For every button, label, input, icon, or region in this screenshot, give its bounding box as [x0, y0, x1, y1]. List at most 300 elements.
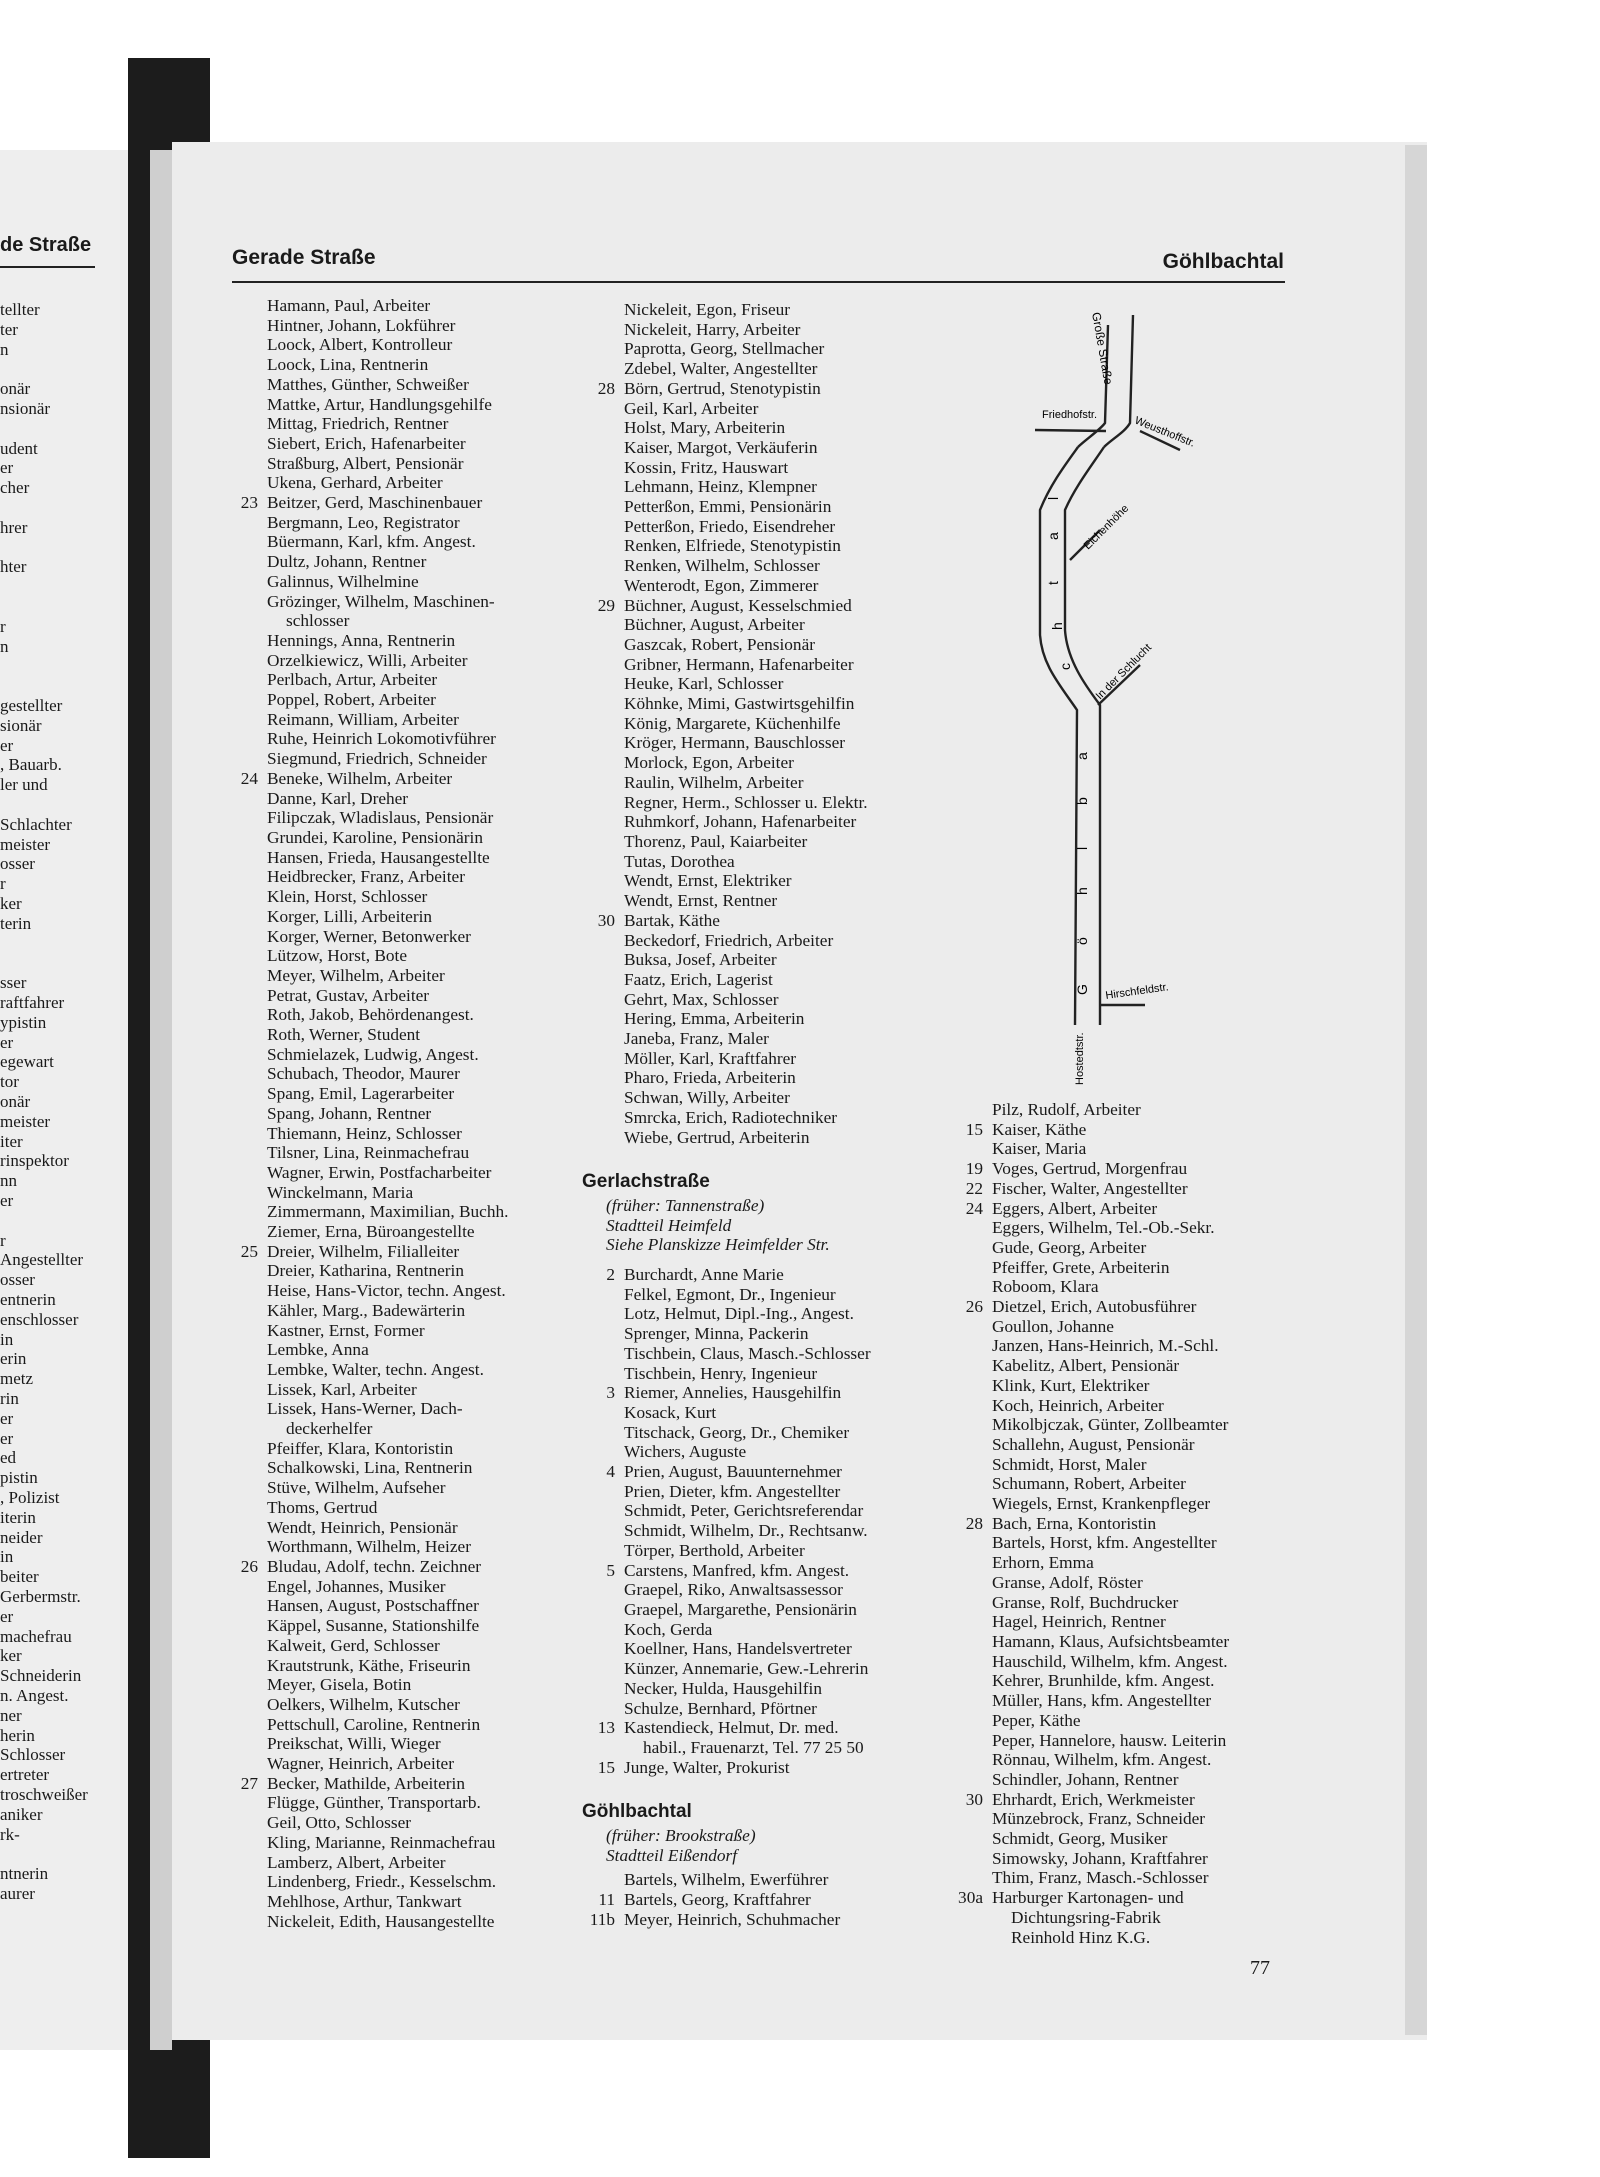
directory-entry [582, 871, 871, 891]
directory-entry [582, 477, 871, 497]
directory-entry [225, 986, 508, 1006]
directory-entry [225, 355, 508, 375]
house-number [582, 497, 624, 517]
house-number [950, 1711, 992, 1731]
directory-entry [582, 1659, 871, 1679]
resident-entry: Wendt, Heinrich, Pensionär [267, 1517, 458, 1537]
left-page-line: er [0, 1032, 14, 1052]
map-street-letter: c [1057, 663, 1073, 670]
directory-entry [225, 1813, 508, 1833]
directory-entry [950, 1317, 1229, 1337]
house-number [950, 1868, 992, 1888]
house-number [225, 1202, 267, 1222]
directory-entry [225, 1754, 508, 1774]
left-page-line: raftfahrer [0, 993, 65, 1012]
resident-entry: Spang, Johann, Rentner [267, 1103, 432, 1123]
house-number [225, 355, 267, 375]
resident-entry: Klein, Horst, Schlosser [267, 887, 428, 907]
house-number [225, 454, 267, 474]
resident-entry: Straßburg, Albert, Pensionär [267, 453, 464, 473]
resident-entry: Paprotta, Georg, Stellmacher [624, 339, 825, 359]
house-number [582, 1521, 624, 1541]
directory-entry [950, 1277, 1229, 1297]
resident-entry: Schalkowski, Lina, Rentnerin [267, 1458, 473, 1478]
map-street-letter: G [1074, 984, 1090, 995]
house-number [225, 1872, 267, 1892]
directory-entry [950, 1100, 1229, 1120]
resident-entry: Büermann, Karl, kfm. Angest. [267, 532, 476, 552]
directory-entry [950, 1612, 1229, 1632]
resident-entry: Holst, Mary, Arbeiterin [624, 418, 786, 438]
left-page-line: r [0, 1230, 6, 1250]
directory-entry [225, 887, 508, 907]
resident-entry: Schindler, Johann, Rentner [992, 1769, 1179, 1789]
directory-entry [225, 1596, 508, 1616]
directory-entry [225, 690, 508, 710]
resident-entry: Thim, Franz, Masch.-Schlosser [992, 1868, 1209, 1888]
resident-entry: Dietzel, Erich, Autobusführer [992, 1297, 1197, 1317]
house-number [225, 1143, 267, 1163]
resident-entry: Heidbrecker, Franz, Arbeiter [267, 867, 465, 887]
house-number [225, 1892, 267, 1912]
directory-entry [582, 556, 871, 576]
resident-entry: Koch, Gerda [624, 1619, 713, 1639]
resident-entry: Hauschild, Wilhelm, kfm. Angest. [992, 1651, 1228, 1671]
house-number [225, 670, 267, 690]
directory-entry [950, 1809, 1229, 1829]
house-number [225, 867, 267, 887]
directory-entry [225, 1084, 508, 1104]
directory-entry [582, 300, 871, 320]
house-number: 27 [240, 1773, 258, 1793]
left-page-line: hrer [0, 517, 28, 537]
header-rule [232, 281, 1285, 283]
directory-entry [225, 592, 508, 612]
resident-entry: Erhorn, Emma [992, 1553, 1094, 1573]
directory-entry [225, 1419, 508, 1439]
resident-entry: Schumann, Robert, Arbeiter [992, 1474, 1186, 1494]
house-number [582, 990, 624, 1010]
house-number [582, 1679, 624, 1699]
house-number [225, 651, 267, 671]
house-number [582, 1541, 624, 1561]
resident-entry: Perlbach, Artur, Arbeiter [267, 670, 438, 690]
directory-entry [582, 1423, 871, 1443]
left-page-line: udent [0, 438, 38, 458]
house-number [225, 1596, 267, 1616]
directory-entry [582, 1383, 871, 1403]
resident-entry: Gribner, Hermann, Hafenarbeiter [624, 654, 854, 674]
resident-entry: Meyer, Gisela, Botin [267, 1675, 412, 1695]
resident-entry: Peper, Käthe [992, 1710, 1081, 1730]
directory-entry [950, 1258, 1229, 1278]
house-number [582, 852, 624, 872]
map-label-friedhof: Friedhofstr. [1042, 409, 1098, 421]
directory-entry [225, 434, 508, 454]
left-page-line: ker [0, 1646, 22, 1666]
resident-entry: Prien, August, Bauunternehmer [624, 1462, 842, 1482]
directory-entry [225, 572, 508, 592]
directory-entry [225, 1478, 508, 1498]
directory-entry [582, 931, 871, 951]
house-number [950, 1770, 992, 1790]
directory-entry [950, 1790, 1229, 1810]
house-number [582, 556, 624, 576]
house-number: 11b [589, 1909, 615, 1929]
resident-entry: Stüve, Wilhelm, Aufseher [267, 1478, 446, 1498]
directory-entry [225, 1912, 508, 1932]
directory-entry [225, 848, 508, 868]
left-page-line: , Polizist [0, 1488, 60, 1507]
house-number [582, 576, 624, 596]
left-page-line: sionär [0, 715, 42, 735]
directory-entry [582, 1561, 871, 1581]
left-page-line: er [0, 458, 14, 478]
directory-entry [225, 670, 508, 690]
left-page-line: enschlosser [0, 1309, 79, 1329]
directory-entry [582, 576, 871, 596]
house-number [582, 753, 624, 773]
map-street-letter: h [1074, 887, 1090, 895]
directory-entry [225, 966, 508, 986]
house-number [225, 789, 267, 809]
house-number: 26 [240, 1557, 258, 1576]
resident-entry: Nickeleit, Edith, Hausangestellte [267, 1911, 495, 1931]
resident-entry: Raulin, Wilhelm, Arbeiter [624, 772, 804, 792]
directory-entry [225, 1163, 508, 1183]
left-page-line: gestellter [0, 696, 63, 715]
directory-entry [582, 536, 871, 556]
house-number [225, 414, 267, 434]
house-number [582, 1344, 624, 1364]
house-number [582, 891, 624, 911]
resident-entry: Hering, Emma, Arbeiterin [624, 1009, 805, 1029]
house-number [225, 710, 267, 730]
house-number [950, 1849, 992, 1869]
house-number [225, 966, 267, 986]
house-number [582, 438, 624, 458]
house-number [225, 1439, 267, 1459]
directory-entry [582, 1541, 871, 1561]
directory-entry [582, 1029, 871, 1049]
left-page-line: rinspektor [0, 1151, 69, 1171]
page-number: 77 [1250, 1957, 1270, 1979]
directory-entry [582, 1501, 871, 1521]
resident-entry: Reimann, William, Arbeiter [267, 709, 459, 729]
house-number [582, 812, 624, 832]
house-number [582, 1403, 624, 1423]
resident-entry: Galinnus, Wilhelmine [267, 571, 419, 591]
directory-entry [950, 1868, 1229, 1888]
resident-entry: Börn, Gertrud, Stenotypistin [624, 378, 821, 398]
house-number [950, 1533, 992, 1553]
house-number [225, 1399, 267, 1419]
resident-entry: Regner, Herm., Schlosser u. Elektr. [624, 792, 868, 812]
directory-entry [225, 1616, 508, 1636]
directory-entry [582, 1403, 871, 1423]
house-number [582, 970, 624, 990]
left-page-heading: de Straße [0, 234, 92, 256]
directory-entry [582, 635, 871, 655]
house-number [225, 1478, 267, 1498]
resident-entry: Renken, Wilhelm, Schlosser [624, 556, 820, 576]
resident-entry: Burchardt, Anne Marie [624, 1265, 784, 1285]
resident-entry: Faatz, Erich, Lagerist [624, 969, 773, 989]
resident-entry: Ruhe, Heinrich Lokomotivführer [267, 729, 496, 749]
directory-entry [582, 733, 871, 753]
map-street-letter: a [1045, 532, 1061, 540]
house-number [225, 1498, 267, 1518]
house-number [225, 434, 267, 454]
house-number [582, 793, 624, 813]
house-number [582, 832, 624, 852]
house-number [950, 1474, 992, 1494]
directory-entry [225, 1715, 508, 1735]
resident-entry: Mittag, Friedrich, Rentner [267, 414, 449, 434]
map-label-hosted: Hostedtstr. [1074, 1032, 1086, 1085]
left-page-line: pistin [0, 1468, 38, 1488]
directory-entry [950, 1139, 1229, 1159]
directory-entry [225, 454, 508, 474]
directory-entry [225, 552, 508, 572]
left-page-line: Schneiderin [0, 1666, 82, 1686]
left-page-line: er [0, 735, 14, 755]
directory-entry [225, 729, 508, 749]
directory-entry [950, 1731, 1229, 1751]
resident-entry: Winckelmann, Maria [267, 1182, 414, 1202]
resident-entry: Preikschat, Willi, Wieger [267, 1734, 441, 1754]
directory-entry [582, 1580, 871, 1600]
street-note: Stadtteil Heimfeld [606, 1215, 732, 1235]
house-number [950, 1100, 992, 1120]
resident-entry: Lissek, Hans-Werner, Dach- [267, 1399, 463, 1419]
house-number [225, 986, 267, 1006]
directory-entry [225, 1656, 508, 1676]
house-number [225, 631, 267, 651]
resident-entry: Beneke, Wilhelm, Arbeiter [267, 768, 453, 788]
resident-entry: Hansen, Frieda, Hausangestellte [267, 847, 490, 867]
house-number [225, 1064, 267, 1084]
map-label-weusthoff: Weusthoffstr. [1132, 414, 1197, 450]
resident-entry: Kehrer, Brunhilde, kfm. Angest. [992, 1671, 1215, 1691]
resident-entry: Tutas, Dorothea [624, 851, 735, 871]
resident-entry: Titschack, Georg, Dr., Chemiker [624, 1422, 850, 1442]
directory-entry [950, 1770, 1229, 1790]
map-label-hirschfeld: Hirschfeldstr. [1104, 981, 1170, 1002]
directory-entry [225, 1557, 508, 1577]
house-number [225, 572, 267, 592]
directory-entry [225, 1242, 508, 1262]
directory-entry [225, 1360, 508, 1380]
resident-entry: Kossin, Fritz, Hauswart [624, 457, 789, 477]
directory-entry [225, 1458, 508, 1478]
house-number [225, 887, 267, 907]
resident-entry: Bartels, Georg, Kraftfahrer [624, 1890, 811, 1910]
directory-entry [950, 1829, 1229, 1849]
resident-entry: Schmidt, Wilhelm, Dr., Rechtsanw. [624, 1521, 868, 1541]
resident-entry: deckerhelfer [286, 1419, 373, 1439]
directory-entry [225, 1399, 508, 1419]
house-number [950, 1494, 992, 1514]
directory-entry [582, 1285, 871, 1305]
directory-entry [950, 1120, 1229, 1140]
left-page-line: n. Angest. [0, 1686, 69, 1705]
left-page-line: machefrau [0, 1626, 72, 1646]
directory-entry [950, 1376, 1229, 1396]
left-page-line: sser [0, 973, 27, 993]
street-note: Stadtteil Eißendorf [606, 1845, 738, 1865]
directory-entry [582, 596, 871, 616]
house-number: 13 [597, 1718, 615, 1738]
book-gutter [150, 150, 172, 2050]
resident-entry: Fischer, Walter, Angestellter [992, 1178, 1188, 1198]
directory-entry [582, 852, 871, 872]
directory-entry [582, 1364, 871, 1384]
house-number [950, 1317, 992, 1337]
house-number [225, 513, 267, 533]
resident-entry: Voges, Gertrud, Morgenfrau [992, 1159, 1188, 1179]
house-number [582, 1285, 624, 1305]
directory-entry [582, 1265, 871, 1285]
house-number [225, 473, 267, 493]
resident-entry: Hennings, Anna, Rentnerin [267, 630, 456, 650]
directory-entry [582, 399, 871, 419]
house-number [950, 1691, 992, 1711]
directory-entry [950, 1553, 1229, 1573]
resident-entry: Goullon, Johanne [992, 1316, 1114, 1336]
house-number [582, 477, 624, 497]
left-page-line: Schlosser [0, 1745, 66, 1765]
directory-entry [225, 907, 508, 927]
resident-entry: Riemer, Annelies, Hausgehilfin [624, 1383, 842, 1403]
directory-entry [582, 1068, 871, 1088]
directory-entry [582, 418, 871, 438]
left-page-line: rin [0, 1389, 19, 1408]
directory-entry [225, 513, 508, 533]
street-note: (früher: Brookstraße) [606, 1826, 756, 1846]
resident-entry: Oelkers, Wilhelm, Kutscher [267, 1694, 460, 1714]
resident-entry: Gehrt, Max, Schlosser [624, 989, 779, 1009]
resident-entry: Hintner, Johann, Lokführer [267, 315, 456, 335]
house-number [225, 1518, 267, 1538]
house-number: 30 [597, 910, 615, 930]
directory-entry [582, 1521, 871, 1541]
directory-entry [225, 1124, 508, 1144]
house-number [225, 1360, 267, 1380]
directory-entry [950, 1533, 1229, 1553]
resident-entry: Törper, Berthold, Arbeiter [624, 1540, 805, 1560]
house-number [950, 1238, 992, 1258]
resident-entry: Morlock, Egon, Arbeiter [624, 753, 794, 773]
house-number: 23 [240, 493, 258, 513]
resident-entry: habil., Frauenarzt, Tel. 77 25 50 [643, 1737, 864, 1757]
house-number [225, 1380, 267, 1400]
house-number [582, 536, 624, 556]
house-number [582, 733, 624, 753]
directory-entry [225, 1143, 508, 1163]
resident-entry: Hamann, Paul, Arbeiter [267, 296, 431, 315]
resident-entry: Lissek, Karl, Arbeiter [267, 1379, 417, 1399]
left-page-line: neider [0, 1527, 43, 1547]
left-page-line: beiter [0, 1567, 39, 1587]
resident-entry: Büchner, August, Kesselschmied [624, 595, 852, 615]
directory-entry [950, 1632, 1229, 1652]
directory-entry [950, 1435, 1229, 1455]
column-1 [225, 296, 508, 1931]
left-page-line: ner [0, 1705, 22, 1725]
directory-entry [950, 1199, 1229, 1219]
house-number [225, 946, 267, 966]
resident-entry: Peper, Hannelore, hausw. Leiterin [992, 1730, 1227, 1750]
resident-entry: Smrcka, Erich, Radiotechniker [624, 1107, 838, 1127]
left-page-line: rk- [0, 1824, 20, 1844]
house-number: 5 [606, 1560, 615, 1580]
house-number [582, 1324, 624, 1344]
resident-entry: Kastendieck, Helmut, Dr. med. [624, 1718, 839, 1738]
directory-entry [225, 828, 508, 848]
house-number [950, 1928, 992, 1948]
resident-entry: Künzer, Annemarie, Gew.-Lehrerin [624, 1659, 869, 1679]
left-page-line: osser [0, 1270, 35, 1290]
directory-entry [225, 335, 508, 355]
resident-entry: Matthes, Günther, Schweißer [267, 374, 469, 394]
house-number [582, 1108, 624, 1128]
resident-entry: schlosser [286, 611, 350, 631]
directory-entry [225, 473, 508, 493]
resident-entry: Wiegels, Ernst, Krankenpfleger [992, 1494, 1211, 1514]
resident-entry: Pharo, Frieda, Arbeiterin [624, 1068, 796, 1088]
house-number: 19 [965, 1159, 983, 1179]
directory-entry [950, 1474, 1229, 1494]
house-number [582, 1304, 624, 1324]
directory-entry [225, 1537, 508, 1557]
resident-entry: Loock, Albert, Kontrolleur [267, 335, 453, 355]
house-number [225, 1163, 267, 1183]
directory-entry [225, 1380, 508, 1400]
directory-entry [582, 379, 871, 399]
resident-entry: Schmielazek, Ludwig, Angest. [267, 1044, 479, 1064]
house-number [225, 1458, 267, 1478]
directory-entry [225, 493, 508, 513]
house-number [582, 399, 624, 419]
house-number [950, 1553, 992, 1573]
map-street-letter: b [1074, 797, 1090, 805]
directory-entry [225, 375, 508, 395]
resident-entry: Roth, Jakob, Behördenangest. [267, 1005, 474, 1025]
resident-entry: Kröger, Hermann, Bauschlosser [624, 733, 846, 753]
directory-entry [582, 812, 871, 832]
directory-entry [582, 970, 871, 990]
directory-entry [225, 946, 508, 966]
resident-entry: Filipczak, Wladislaus, Pensionär [267, 808, 494, 828]
resident-entry: Kabelitz, Albert, Pensionär [992, 1356, 1180, 1376]
directory-entry [582, 320, 871, 340]
directory-entry [582, 950, 871, 970]
house-number [225, 1301, 267, 1321]
house-number [225, 532, 267, 552]
house-number: 30 [965, 1789, 983, 1809]
map-street-letter: h [1049, 622, 1065, 630]
house-number [950, 1632, 992, 1652]
left-page-line: Schlachter [0, 814, 72, 834]
house-number [225, 907, 267, 927]
directory-entry [950, 1888, 1229, 1908]
resident-entry: Worthmann, Wilhelm, Heizer [267, 1537, 471, 1557]
house-number [950, 1652, 992, 1672]
house-number [225, 1616, 267, 1636]
house-number [225, 375, 267, 395]
house-number [950, 1435, 992, 1455]
